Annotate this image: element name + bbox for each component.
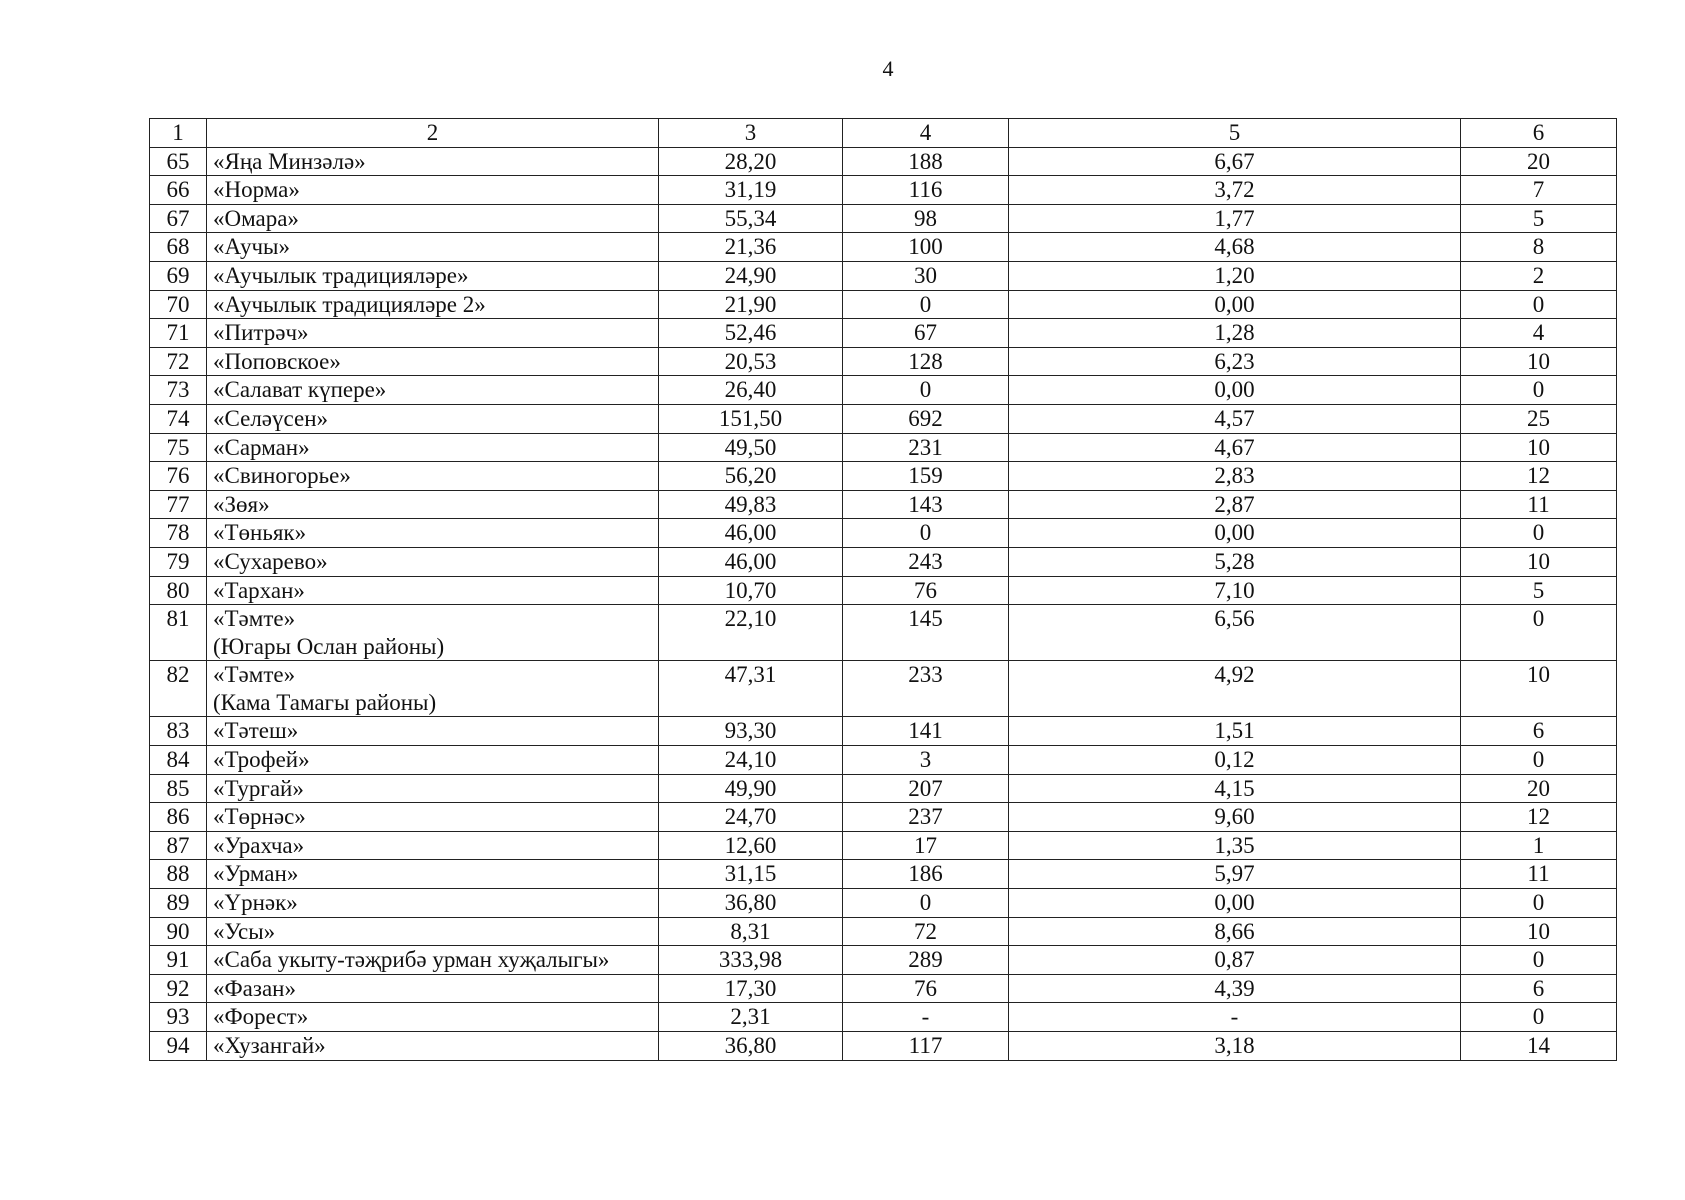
header-cell-5: 5: [1009, 119, 1461, 148]
row-number-cell: 69: [150, 261, 207, 290]
table-row: [150, 233, 1617, 262]
name-line: «Питрәч»: [213, 320, 309, 346]
row-number-cell: 93: [150, 1003, 207, 1032]
col3-cell: 22,10: [659, 605, 843, 661]
col3-cell: 56,20: [659, 462, 843, 491]
name-cell: [207, 462, 659, 491]
col4-cell: 100: [843, 233, 1009, 262]
name-line: «Сухарево»: [213, 548, 328, 574]
table-row: [150, 176, 1617, 205]
col3-cell: 26,40: [659, 376, 843, 405]
col6-cell: 2: [1461, 261, 1617, 290]
name-line: «Зөя»: [213, 491, 270, 517]
name-line: «Поповское»: [213, 348, 341, 374]
col5-cell: 1,35: [1009, 831, 1461, 860]
table-row: [150, 576, 1617, 605]
col6-cell: 20: [1461, 774, 1617, 803]
row-number-cell: 88: [150, 860, 207, 889]
col6-cell: 10: [1461, 917, 1617, 946]
col4-cell: -: [843, 1003, 1009, 1032]
name-cell: [207, 490, 659, 519]
name-cell: [207, 974, 659, 1003]
col4-cell: 117: [843, 1032, 1009, 1061]
col6-cell: 1: [1461, 831, 1617, 860]
col5-cell: 4,39: [1009, 974, 1461, 1003]
row-number-cell: 82: [150, 661, 207, 717]
name-cell: [207, 774, 659, 803]
row-number-cell: 81: [150, 605, 207, 661]
col3-cell: 21,90: [659, 290, 843, 319]
col3-cell: 24,70: [659, 803, 843, 832]
table-row: [150, 147, 1617, 176]
col4-cell: 188: [843, 147, 1009, 176]
name-line: «Аучылык традицияләре 2»: [213, 291, 486, 317]
col3-cell: 49,83: [659, 490, 843, 519]
row-number-cell: 83: [150, 717, 207, 746]
col6-cell: 20: [1461, 147, 1617, 176]
name-cell: [207, 233, 659, 262]
col4-cell: 186: [843, 860, 1009, 889]
col4-cell: 0: [843, 290, 1009, 319]
name-line: «Трофей»: [213, 747, 310, 773]
col5-cell: 0,87: [1009, 946, 1461, 975]
col4-cell: 30: [843, 261, 1009, 290]
col4-cell: 76: [843, 576, 1009, 605]
name-line: «Аучылык традицияләре»: [213, 262, 469, 288]
col6-cell: 5: [1461, 576, 1617, 605]
name-line: «Урман»: [213, 861, 299, 887]
col4-cell: 0: [843, 889, 1009, 918]
name-cell: [207, 547, 659, 576]
col5-cell: 1,77: [1009, 204, 1461, 233]
col6-cell: 10: [1461, 547, 1617, 576]
col3-cell: 2,31: [659, 1003, 843, 1032]
row-number-cell: 76: [150, 462, 207, 491]
col4-cell: 237: [843, 803, 1009, 832]
col6-cell: 0: [1461, 376, 1617, 405]
col4-cell: 98: [843, 204, 1009, 233]
col5-cell: 4,68: [1009, 233, 1461, 262]
name-line: (Кама Тамагы районы): [213, 689, 437, 715]
row-number-cell: 90: [150, 917, 207, 946]
col4-cell: 17: [843, 831, 1009, 860]
name-cell: [207, 917, 659, 946]
col6-cell: 0: [1461, 746, 1617, 775]
table-row: [150, 605, 1617, 661]
row-number-cell: 65: [150, 147, 207, 176]
col4-cell: 145: [843, 605, 1009, 661]
col5-cell: 0,00: [1009, 889, 1461, 918]
col6-cell: 10: [1461, 347, 1617, 376]
col3-cell: 47,31: [659, 661, 843, 717]
col5-cell: 0,00: [1009, 290, 1461, 319]
col6-cell: 0: [1461, 290, 1617, 319]
col5-cell: 7,10: [1009, 576, 1461, 605]
col4-cell: 289: [843, 946, 1009, 975]
table-row: [150, 946, 1617, 975]
name-cell: [207, 1003, 659, 1032]
col6-cell: 0: [1461, 946, 1617, 975]
col6-cell: 14: [1461, 1032, 1617, 1061]
name-line: «Усы»: [213, 918, 276, 944]
col5-cell: 6,23: [1009, 347, 1461, 376]
col5-cell: 5,97: [1009, 860, 1461, 889]
col5-cell: -: [1009, 1003, 1461, 1032]
col3-cell: 333,98: [659, 946, 843, 975]
col4-cell: 76: [843, 974, 1009, 1003]
name-line: «Төрнәс»: [213, 804, 306, 830]
table-row: [150, 319, 1617, 348]
col5-cell: 4,15: [1009, 774, 1461, 803]
col4-cell: 231: [843, 433, 1009, 462]
name-line: «Хузангай»: [213, 1033, 326, 1058]
name-line: «Төньяк»: [213, 520, 307, 546]
name-cell: [207, 404, 659, 433]
row-number-cell: 80: [150, 576, 207, 605]
col5-cell: 2,87: [1009, 490, 1461, 519]
name-line: «Яңа Минзәлә»: [213, 148, 366, 174]
name-cell: [207, 746, 659, 775]
row-number-cell: 91: [150, 946, 207, 975]
name-cell: [207, 661, 659, 717]
name-cell: [207, 831, 659, 860]
col6-cell: 12: [1461, 803, 1617, 832]
col5-cell: 6,67: [1009, 147, 1461, 176]
col3-cell: 31,19: [659, 176, 843, 205]
table-row: [150, 347, 1617, 376]
table-body: [150, 147, 1617, 1060]
name-cell: [207, 576, 659, 605]
col3-cell: 20,53: [659, 347, 843, 376]
name-line: «Тургай»: [213, 775, 304, 801]
row-number-cell: 87: [150, 831, 207, 860]
row-number-cell: 92: [150, 974, 207, 1003]
col5-cell: 3,72: [1009, 176, 1461, 205]
col4-cell: 72: [843, 917, 1009, 946]
row-number-cell: 84: [150, 746, 207, 775]
table-row: [150, 433, 1617, 462]
col4-cell: 233: [843, 661, 1009, 717]
col5-cell: 3,18: [1009, 1032, 1461, 1061]
row-number-cell: 85: [150, 774, 207, 803]
col5-cell: 6,56: [1009, 605, 1461, 661]
col3-cell: 52,46: [659, 319, 843, 348]
name-line: «Фазан»: [213, 975, 296, 1001]
row-number-cell: 75: [150, 433, 207, 462]
col3-cell: 12,60: [659, 831, 843, 860]
row-number-cell: 71: [150, 319, 207, 348]
col5-cell: 0,12: [1009, 746, 1461, 775]
col6-cell: 7: [1461, 176, 1617, 205]
col5-cell: 0,00: [1009, 519, 1461, 548]
col6-cell: 0: [1461, 889, 1617, 918]
name-line: «Саба укыту-тәҗрибә урман хуҗалыгы»: [213, 947, 610, 973]
name-line: «Селәүсен»: [213, 405, 329, 431]
col3-cell: 93,30: [659, 717, 843, 746]
name-cell: [207, 860, 659, 889]
name-line: «Тархан»: [213, 577, 305, 603]
col3-cell: 8,31: [659, 917, 843, 946]
table-row: [150, 261, 1617, 290]
name-cell: [207, 347, 659, 376]
col3-cell: 24,90: [659, 261, 843, 290]
col3-cell: 46,00: [659, 519, 843, 548]
col4-cell: 143: [843, 490, 1009, 519]
col3-cell: 151,50: [659, 404, 843, 433]
col4-cell: 128: [843, 347, 1009, 376]
name-cell: [207, 889, 659, 918]
name-cell: [207, 176, 659, 205]
col5-cell: 8,66: [1009, 917, 1461, 946]
col3-cell: 21,36: [659, 233, 843, 262]
name-cell: [207, 803, 659, 832]
col5-cell: 5,28: [1009, 547, 1461, 576]
row-number-cell: 66: [150, 176, 207, 205]
name-cell: [207, 376, 659, 405]
table-row: [150, 661, 1617, 717]
name-cell: [207, 147, 659, 176]
name-line: «Тәмте»: [213, 606, 296, 632]
table-row: [150, 889, 1617, 918]
name-cell: [207, 1032, 659, 1061]
name-cell: [207, 319, 659, 348]
row-number-cell: 74: [150, 404, 207, 433]
table-row: [150, 774, 1617, 803]
table-row: [150, 974, 1617, 1003]
col3-cell: 46,00: [659, 547, 843, 576]
table-row: [150, 1032, 1617, 1061]
col3-cell: 17,30: [659, 974, 843, 1003]
row-number-cell: 70: [150, 290, 207, 319]
table-row: [150, 860, 1617, 889]
header-cell-2: 2: [207, 119, 659, 148]
col3-cell: 55,34: [659, 204, 843, 233]
name-line: «Норма»: [213, 177, 300, 203]
name-cell: [207, 519, 659, 548]
row-number-cell: 73: [150, 376, 207, 405]
name-cell: [207, 717, 659, 746]
col3-cell: 28,20: [659, 147, 843, 176]
name-line: «Аучы»: [213, 234, 290, 260]
row-number-cell: 78: [150, 519, 207, 548]
row-number-cell: 86: [150, 803, 207, 832]
col6-cell: 0: [1461, 519, 1617, 548]
table-row: [150, 547, 1617, 576]
col6-cell: 6: [1461, 974, 1617, 1003]
col5-cell: 2,83: [1009, 462, 1461, 491]
name-line: «Тәтеш»: [213, 718, 299, 744]
col5-cell: 1,20: [1009, 261, 1461, 290]
col3-cell: 36,80: [659, 1032, 843, 1061]
name-cell: [207, 261, 659, 290]
col6-cell: 6: [1461, 717, 1617, 746]
table-row: [150, 1003, 1617, 1032]
table-row: [150, 746, 1617, 775]
table-row: [150, 462, 1617, 491]
col6-cell: 0: [1461, 605, 1617, 661]
table-header-row: [150, 119, 1617, 148]
table-row: [150, 404, 1617, 433]
row-number-cell: 79: [150, 547, 207, 576]
col5-cell: 4,57: [1009, 404, 1461, 433]
col4-cell: 0: [843, 519, 1009, 548]
row-number-cell: 94: [150, 1032, 207, 1061]
col6-cell: 12: [1461, 462, 1617, 491]
table-row: [150, 376, 1617, 405]
table-row: [150, 490, 1617, 519]
col4-cell: 3: [843, 746, 1009, 775]
col5-cell: 0,00: [1009, 376, 1461, 405]
col6-cell: 10: [1461, 433, 1617, 462]
row-number-cell: 72: [150, 347, 207, 376]
col3-cell: 49,90: [659, 774, 843, 803]
col3-cell: 24,10: [659, 746, 843, 775]
col4-cell: 67: [843, 319, 1009, 348]
col4-cell: 159: [843, 462, 1009, 491]
col5-cell: 4,92: [1009, 661, 1461, 717]
page-number: 4: [882, 56, 894, 81]
row-number-cell: 67: [150, 204, 207, 233]
table-row: [150, 204, 1617, 233]
row-number-cell: 77: [150, 490, 207, 519]
col6-cell: 4: [1461, 319, 1617, 348]
col4-cell: 692: [843, 404, 1009, 433]
name-cell: [207, 290, 659, 319]
name-cell: [207, 946, 659, 975]
col6-cell: 0: [1461, 1003, 1617, 1032]
header-cell-4: 4: [843, 119, 1009, 148]
col5-cell: 9,60: [1009, 803, 1461, 832]
name-line: «Салават күпере»: [213, 377, 387, 403]
table-row: [150, 290, 1617, 319]
name-line: «Свиногорье»: [213, 463, 351, 489]
name-line: «Тәмте»: [213, 662, 296, 688]
header-cell-1: 1: [150, 119, 207, 148]
col4-cell: 207: [843, 774, 1009, 803]
col5-cell: 1,28: [1009, 319, 1461, 348]
col3-cell: 49,50: [659, 433, 843, 462]
name-line: «Омара»: [213, 205, 299, 231]
col4-cell: 0: [843, 376, 1009, 405]
name-cell: [207, 605, 659, 661]
col6-cell: 11: [1461, 490, 1617, 519]
col3-cell: 31,15: [659, 860, 843, 889]
table-row: [150, 717, 1617, 746]
col3-cell: 10,70: [659, 576, 843, 605]
name-line: «Форест»: [213, 1004, 309, 1030]
name-line: (Югары Ослан районы): [213, 633, 445, 659]
col6-cell: 10: [1461, 661, 1617, 717]
col6-cell: 25: [1461, 404, 1617, 433]
col4-cell: 243: [843, 547, 1009, 576]
name-line: «Үрнәк»: [213, 890, 298, 916]
table-row: [150, 917, 1617, 946]
col6-cell: 11: [1461, 860, 1617, 889]
col4-cell: 141: [843, 717, 1009, 746]
col6-cell: 5: [1461, 204, 1617, 233]
col5-cell: 1,51: [1009, 717, 1461, 746]
table-row: [150, 519, 1617, 548]
col5-cell: 4,67: [1009, 433, 1461, 462]
col6-cell: 8: [1461, 233, 1617, 262]
col4-cell: 116: [843, 176, 1009, 205]
header-cell-6: 6: [1461, 119, 1617, 148]
data-table: [149, 118, 1617, 1061]
row-number-cell: 89: [150, 889, 207, 918]
name-cell: [207, 433, 659, 462]
name-line: «Урахча»: [213, 832, 305, 858]
name-line: «Сарман»: [213, 434, 310, 460]
col3-cell: 36,80: [659, 889, 843, 918]
header-cell-3: 3: [659, 119, 843, 148]
name-cell: [207, 204, 659, 233]
table-row: [150, 803, 1617, 832]
row-number-cell: 68: [150, 233, 207, 262]
table-row: [150, 831, 1617, 860]
